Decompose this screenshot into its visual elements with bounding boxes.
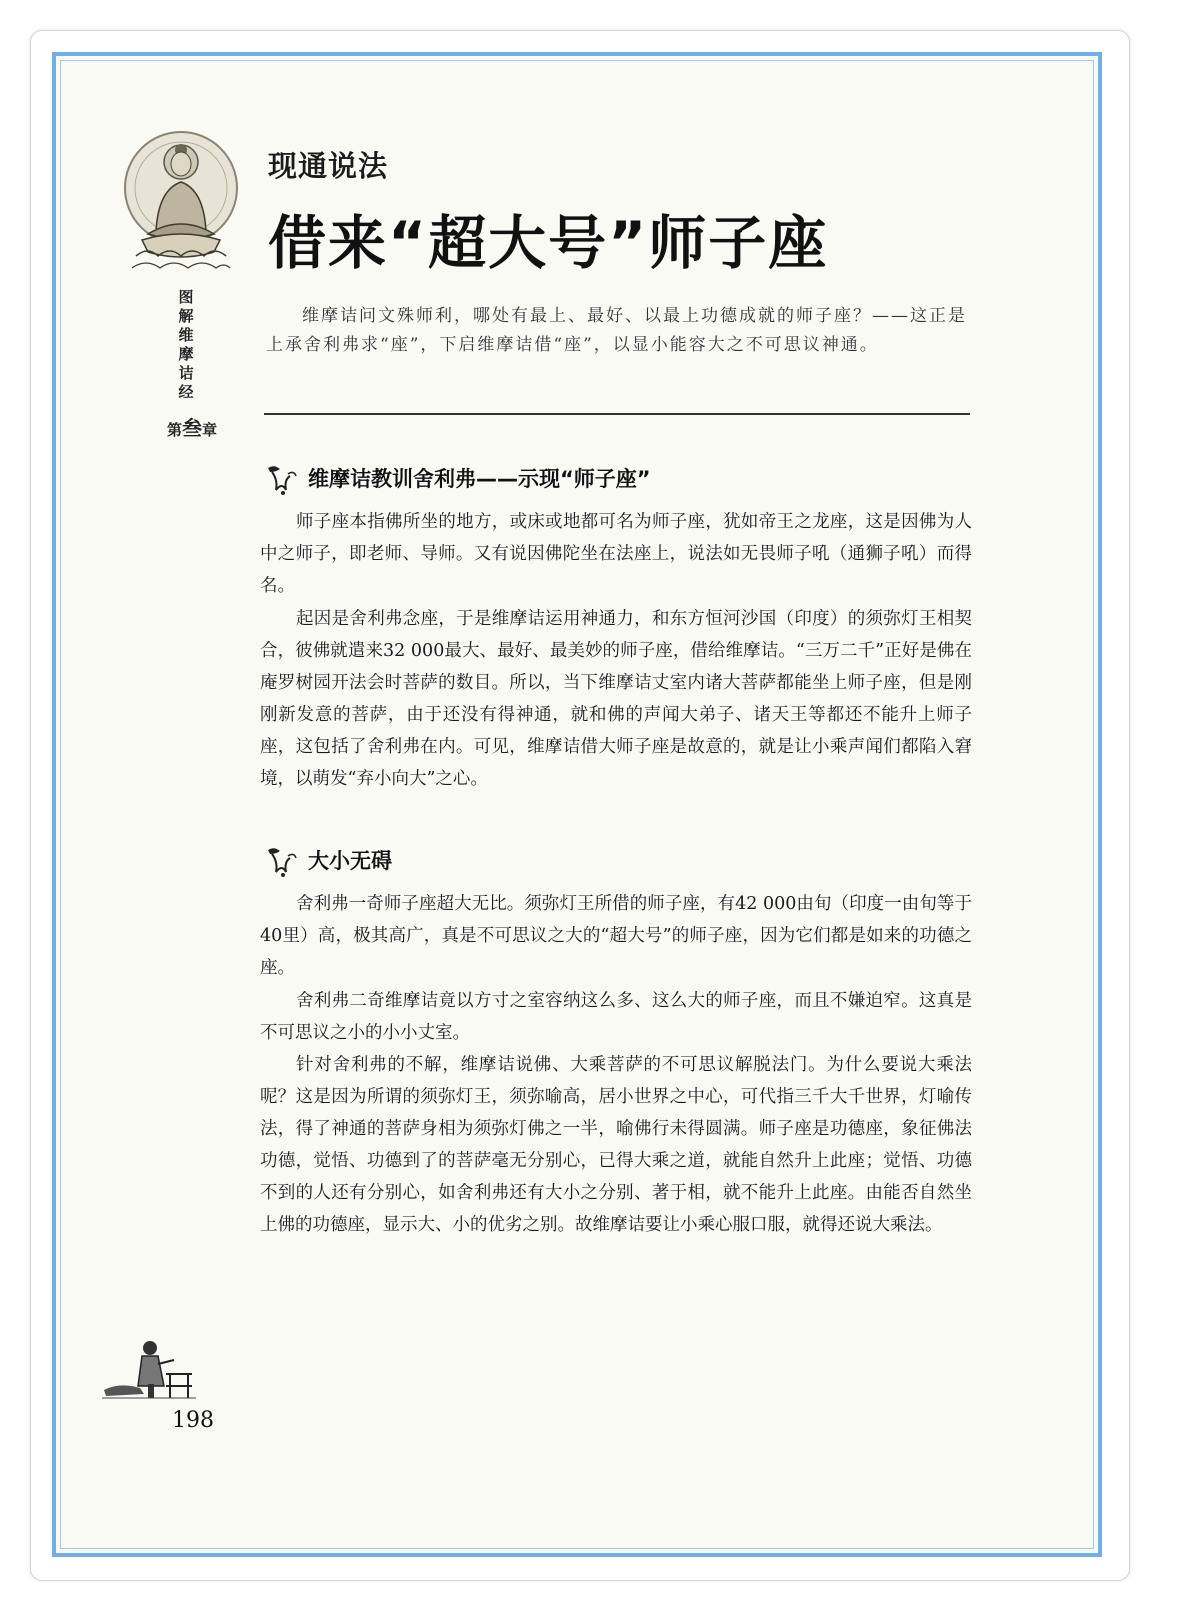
intro-paragraph: 维摩诘问文殊师利，哪处有最上、最好、以最上功德成就的师子座？——这正是上承舍利弗求“座”，下启维摩诘借“座”，以显小能容大之不可思议神通。	[266, 306, 967, 355]
section-heading-text: 大小无碍	[308, 849, 392, 873]
book-title-char: 经	[178, 383, 194, 401]
book-title-char: 摩	[178, 345, 194, 363]
page-number: 198	[172, 1408, 214, 1433]
page-title: 借来“超大号”师子座	[268, 209, 829, 277]
book-title-char: 维	[178, 326, 194, 344]
body-paragraph: 舍利弗一奇师子座超大无比。须弥灯王所借的师子座，有42 000由旬（印度一由旬等于40里）高，极其高广，真是不可思议之大的“超大号”的师子座，因为它们都是如来的功德之座。	[260, 894, 972, 978]
fish-brush-icon	[262, 842, 300, 878]
book-title-vertical	[175, 288, 197, 402]
body-paragraph: 起因是舍利弗念座，于是维摩诘运用神通力，和东方恒河沙国（印度）的须弥灯王相契合，彼佛就遣来32 000最大、最好、最美妙的师子座，借给维摩诘。“三万二千”正好是佛在庵罗树园开法会时菩萨的数目。所以，当下维摩诘丈室内诸大菩萨都能坐上师子座，但是刚刚新发意的菩萨，由于还没有得神通，就和佛的声闻大弟子、诸天王等都还不能升上师子座，这包括了舍利弗在内。可见，维摩诘借大师子座是故意的，就是让小乘声闻们都陷入窘境，以萌发“弃小向大”之心。	[260, 609, 972, 789]
book-title-char: 诘	[178, 364, 194, 382]
chapter-number: 叁	[182, 416, 202, 440]
fish-brush-icon	[262, 460, 300, 496]
section-heading-text: 维摩诘教训舍利弗——示现“师子座”	[308, 467, 651, 491]
divider-rule	[264, 413, 970, 415]
body-paragraph: 师子座本指佛所坐的地方，或床或地都可名为师子座，犹如帝王之龙座，这是因佛为人中之师子，即老师、导师。又有说因佛陀坐在法座上，说法如无畏师子吼（通狮子吼）而得名。	[260, 512, 972, 596]
buddha-illustration	[118, 128, 244, 276]
section-supertitle: 现通说法	[268, 149, 389, 183]
section-heading	[262, 460, 651, 496]
page-paper	[60, 60, 1094, 1549]
book-title-char: 解	[178, 307, 194, 325]
body-paragraph: 舍利弗二奇维摩诘竟以方寸之室容纳这么多、这么大的师子座，而且不嫌迫窄。这真是不可思议之小的小小丈室。	[260, 991, 972, 1043]
chapter-prefix: 第	[166, 421, 182, 439]
chapter-mark	[152, 412, 232, 441]
body-paragraph: 针对舍利弗的不解，维摩诘说佛、大乘菩萨的不可思议解脱法门。为什么要说大乘法呢？这是因为所谓的须弥灯王，须弥喻高，居小世界之中心，可代指三千大千世界，灯喻传法，得了神通的菩萨身相为须弥灯佛之一半，喻佛行未得圆满。师子座是功德座，象征佛法功德，觉悟、功德到了的菩萨毫无分别心，已得大乘之道，就能自然升上此座；觉悟、功德不到的人还有分别心，如舍利弗还有大小之分别、著于相，就不能升上此座。由能否自然坐上佛的功德座，显示大、小的优劣之别。故维摩诘要让小乘心服口服，就得还说大乘法。	[260, 1055, 972, 1235]
scholar-illustration	[100, 1334, 198, 1402]
book-title-char: 图	[178, 288, 194, 306]
chapter-suffix: 章	[202, 421, 218, 439]
section-heading	[262, 842, 392, 878]
